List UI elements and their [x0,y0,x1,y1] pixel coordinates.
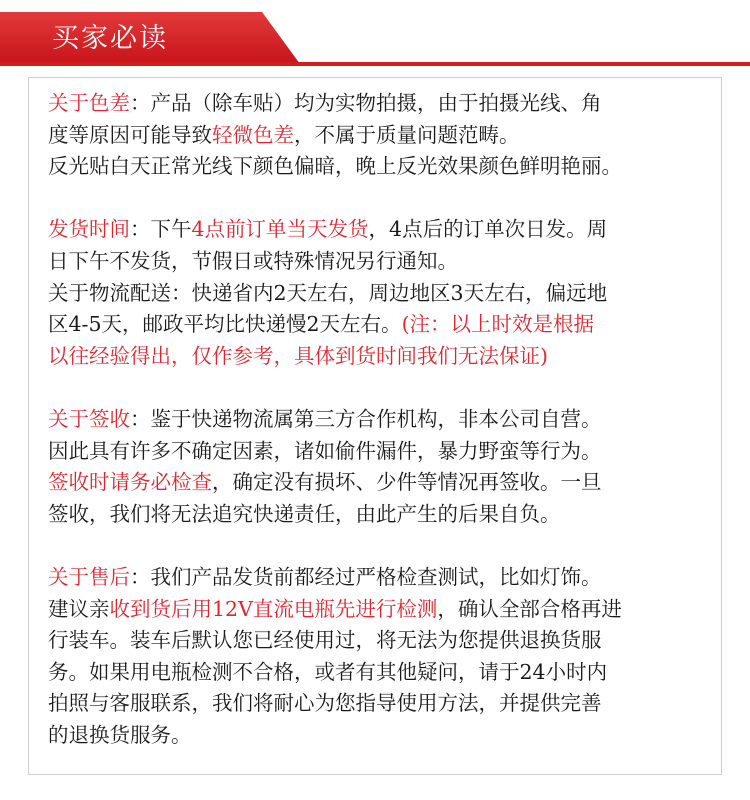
highlight-text: 关于色差 [48,91,130,115]
body-text: 区4-5天，邮政平均比快递慢2天左右。 [48,312,402,337]
shipping-time-notice [48,214,716,372]
body-text: 的退换货服务。 [48,722,192,747]
body-text: ，确定没有损坏、少件等情况再签收。一旦 [212,470,602,495]
body-text: 建议亲 [48,596,110,621]
text-line [48,88,716,120]
body-text: ，4点后的订单次日发。周 [368,217,608,242]
body-text: ：我们产品发货前都经过严格检查测试，比如灯饰。 [130,564,602,589]
body-text: ：下午 [130,217,192,242]
body-text: ，不属于质量问题范畴。 [294,122,520,147]
body-text: ，确认全部合格再进 [437,596,622,621]
highlight-text: 4点前订单当天发货 [191,217,369,242]
body-text: 签收，我们将无法追究快递责任，由此产生的后果自负。 [48,501,561,526]
highlight-text: 关于签收 [48,406,130,431]
body-text: 行装车。装车后默认您已经使用过，将无法为您提供退换货服 [48,628,602,653]
body-text: 务。如果用电瓶检测不合格，或者有其他疑问，请于24小时内 [48,659,608,684]
color-difference-notice [48,88,716,183]
text-line [48,214,716,246]
highlight-text: 轻微色差 [212,122,294,147]
body-text: 反光贴白天正常光线下颜色偏暗，晚上反光效果颜色鲜明艳丽。 [48,154,622,179]
signing-notice [48,404,716,530]
text-line [48,341,716,373]
text-line [48,657,716,689]
body-text: ：产品（除车贴）均为实物拍摄，由于拍摄光线、角 [130,91,602,115]
highlight-text: 关于售后 [48,564,130,589]
body-text: 日下午不发货，节假日或特殊情况另行通知。 [48,248,458,273]
notice-content [48,88,716,751]
highlight-text: 收到货后用12V直流电瓶先进行检测 [109,596,438,621]
text-line [48,467,716,499]
highlight-text: 签收时请务必检查 [48,470,212,495]
text-line [48,499,716,531]
text-line [48,625,716,657]
text-line [48,404,716,436]
body-text: ：鉴于快递物流属第三方合作机构，非本公司自营。 [130,406,602,431]
highlight-text: (注：以上时效是根据 [401,312,595,337]
section-header [0,0,750,70]
text-line [48,278,716,310]
highlight-text: 以往经验得出，仅作参考，具体到货时间我们无法保证) [48,343,548,368]
text-line [48,720,716,752]
body-text: 因此具有许多不确定因素，诸如偷件漏件，暴力野蛮等行为。 [48,438,602,463]
after-sales-notice [48,562,716,752]
text-line [48,151,716,183]
body-text: 度等原因可能导致 [48,122,212,147]
text-line [48,688,716,720]
text-line [48,436,716,468]
text-line [48,309,716,341]
text-line [48,120,716,152]
text-line [48,246,716,278]
text-line [48,594,716,626]
body-text: 关于物流配送：快递省内2天左右，周边地区3天左右，偏远地 [48,280,608,305]
page-title: 买家必读 [52,23,168,54]
body-text: 拍照与客服联系，我们将耐心为您指导使用方法，并提供完善 [48,691,602,716]
text-line [48,562,716,594]
header-divider [0,62,750,66]
highlight-text: 发货时间 [48,217,130,242]
